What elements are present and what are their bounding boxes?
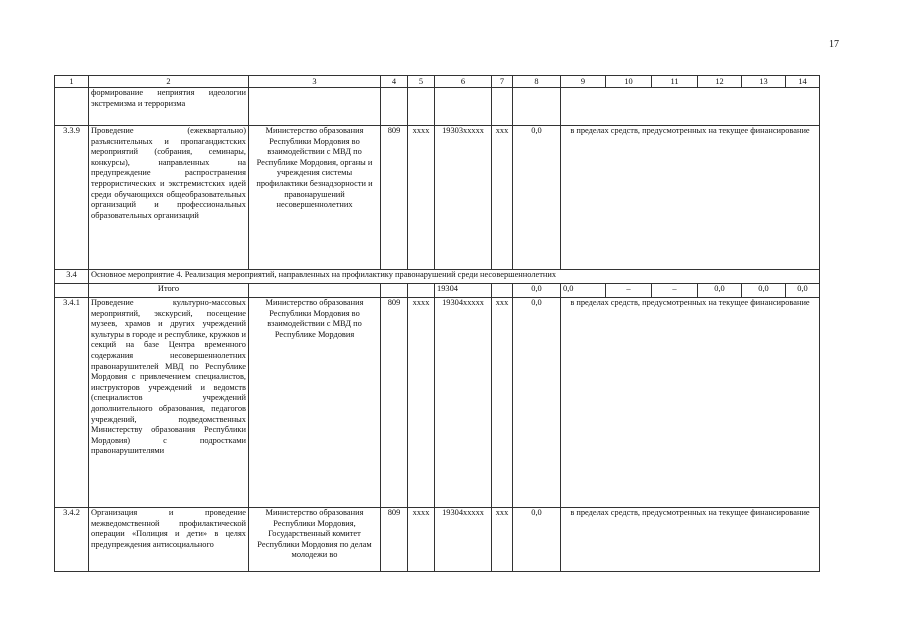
expense-type: xxx — [492, 508, 513, 572]
funding-note: в пределах средств, предусмотренных на текущее финансирование — [561, 298, 820, 508]
expense-type: xxx — [492, 298, 513, 508]
header-cell: 13 — [742, 76, 786, 88]
section-code: xxxx — [408, 298, 435, 508]
total-amount: 0,0 — [513, 284, 561, 298]
row-number: 3.4.1 — [55, 298, 89, 508]
header-cell: 14 — [786, 76, 820, 88]
row-number: 3.4 — [55, 270, 89, 284]
header-cell: 1 — [55, 76, 89, 88]
header-cell: 11 — [652, 76, 698, 88]
measure-description: формирование неприятия идеологии экстремизма и терроризма — [89, 88, 249, 126]
program-table — [54, 75, 820, 572]
measure-description: Проведение (ежеквартально) разъяснительных и пропагандистских мероприятий (собрания, семинары, конкурсы), направленных на предупреждение распространения террористических и экстремистских идей среди обучающихся общеобразовательных организаций и профессиональных образовательных организаций — [89, 126, 249, 270]
header-row — [55, 76, 820, 88]
funding-note: в пределах средств, предусмотренных на текущее финансирование — [561, 126, 820, 270]
expense-type: xxx — [492, 126, 513, 270]
amount-cell: – — [606, 284, 652, 298]
header-cell: 4 — [381, 76, 408, 88]
total-amount: 0,0 — [513, 508, 561, 572]
section-code: xxxx — [408, 126, 435, 270]
table-row — [55, 508, 820, 572]
header-cell: 7 — [492, 76, 513, 88]
row-number: 3.4.2 — [55, 508, 89, 572]
total-amount: 0,0 — [513, 126, 561, 270]
amount-cell: 0,0 — [786, 284, 820, 298]
executor: Министерство образования Республики Мордовия, Государственный комитет Республики Мордовия по делам молодежи во — [249, 508, 381, 572]
header-cell: 2 — [89, 76, 249, 88]
measure-description: Проведение культурно-массовых мероприятий, экскурсий, посещение музеев, храмов и других учреждений культуры в городе и республике, кружков и секций на базе Центра временного содержания несовершеннолетних правонарушителей МВД по Республике Мордовия с привлечением специалистов, инструкторов учреждений и ведомств (специалистов учреждений дополнительного образования, педагогов учреждений, подведомственных Министерству образования Республики Мордовия) с подростками правонарушителями — [89, 298, 249, 508]
total-amount: 0,0 — [513, 298, 561, 508]
total-label: Итого — [89, 284, 249, 298]
header-cell: 8 — [513, 76, 561, 88]
header-cell: 9 — [561, 76, 606, 88]
ministry-code: 809 — [381, 508, 408, 572]
ministry-code: 809 — [381, 126, 408, 270]
table-row — [55, 126, 820, 270]
amount-cell: 0,0 — [742, 284, 786, 298]
table-row — [55, 298, 820, 508]
executor: Министерство образования Республики Мордовия во взаимодействии с МВД по Республике Мордовия, органы и учреждения системы профилактики безнадзорности и правонарушений несовершеннолетних — [249, 126, 381, 270]
ministry-code: 809 — [381, 298, 408, 508]
section-code: xxxx — [408, 508, 435, 572]
amount-cell: – — [652, 284, 698, 298]
target-code: 19304xxxxx — [435, 508, 492, 572]
measure-description: Организация и проведение межведомственной профилактической операции «Полиция и дети» в целях предупреждения антисоциального — [89, 508, 249, 572]
funding-note: в пределах средств, предусмотренных на текущее финансирование — [561, 508, 820, 572]
amount-cell: 0,0 — [561, 284, 606, 298]
target-code: 19304 — [435, 284, 492, 298]
target-code: 19304xxxxx — [435, 298, 492, 508]
amount-cell: 0,0 — [698, 284, 742, 298]
target-code: 19303xxxxx — [435, 126, 492, 270]
total-row — [55, 284, 820, 298]
header-cell: 12 — [698, 76, 742, 88]
table-row — [55, 88, 820, 126]
header-cell: 5 — [408, 76, 435, 88]
section-row — [55, 270, 820, 284]
header-cell: 6 — [435, 76, 492, 88]
executor: Министерство образования Республики Мордовия во взаимодействии с МВД по Республике Мордовия — [249, 298, 381, 508]
row-number: 3.3.9 — [55, 126, 89, 270]
page-number: 17 — [829, 39, 839, 50]
section-title: Основное мероприятие 4. Реализация мероприятий, направленных на профилактику правонарушений среди несовершеннолетних — [89, 270, 820, 284]
header-cell: 3 — [249, 76, 381, 88]
header-cell: 10 — [606, 76, 652, 88]
